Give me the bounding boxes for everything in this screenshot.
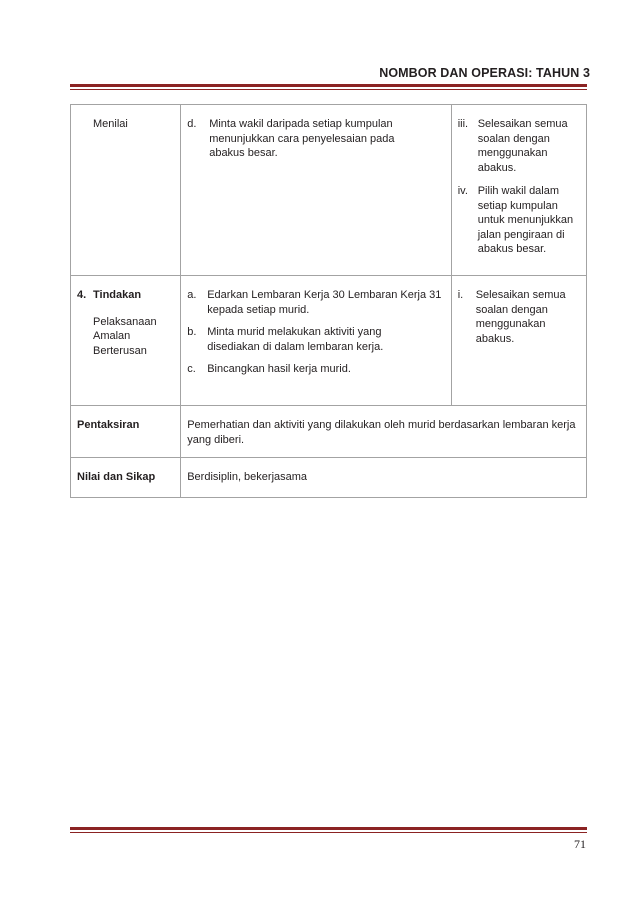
tindakan-sub-label: Pelaksanaan Amalan Berterusan: [93, 315, 157, 357]
list-text: Edarkan Lembaran Kerja 30 Lembaran Kerja 31 kepada setiap murid.: [207, 289, 442, 316]
tindakan-teacher-cell: [181, 276, 452, 406]
pentaksiran-label: Pentaksiran: [77, 419, 140, 431]
nilai-label-cell: [71, 458, 181, 498]
tindakan-label: Tindakan: [93, 289, 142, 301]
list-marker: b.: [187, 326, 197, 338]
list-text: Minta wakil daripada setiap kumpulan menunjukkan cara penyelesaian pada abakus besar.: [209, 118, 395, 159]
table-row-pentaksiran: [71, 406, 587, 458]
pentaksiran-text: Pemerhatian dan aktiviti yang dilakukan oleh murid berdasarkan lembaran kerja yang diberi.: [187, 419, 576, 446]
tindakan-pupil-cell: [451, 276, 586, 406]
menilai-label: Menilai: [93, 118, 128, 130]
tindakan-number: 4.: [77, 289, 87, 301]
header-rule-thick: [70, 84, 587, 87]
list-item: [452, 276, 586, 346]
footer-rule-thin: [70, 832, 587, 833]
pentaksiran-text-cell: [181, 406, 587, 458]
list-marker: iii.: [457, 118, 469, 130]
lesson-plan-table: [70, 104, 587, 498]
header-rule-thin: [70, 89, 587, 90]
table-row-nilai: [71, 458, 587, 498]
tindakan-heading: [71, 276, 180, 303]
list-marker: a.: [187, 289, 197, 301]
list-item: [181, 317, 451, 354]
list-marker: iv.: [457, 185, 468, 197]
list-text: Selesaikan semua soalan dengan menggunakan abakus.: [477, 118, 568, 174]
table-row-tindakan: [71, 276, 587, 406]
list-text: Bincangkan hasil kerja murid.: [207, 363, 351, 375]
nilai-text-cell: [181, 458, 587, 498]
nilai-text: Berdisiplin, bekerjasama: [187, 471, 308, 483]
pentaksiran-label-cell: [71, 406, 181, 458]
menilai-pupil-cell: [451, 105, 586, 276]
list-text: Pilih wakil dalam setiap kumpulan untuk menunjukkan jalan pengiraan di abakus besar.: [477, 185, 574, 255]
table-row-menilai: [71, 105, 587, 276]
footer-rule-thick: [70, 827, 587, 830]
page-header-title: NOMBOR DAN OPERASI: TAHUN 3: [379, 66, 590, 80]
page-number: 71: [574, 837, 586, 851]
list-marker: d.: [187, 118, 197, 130]
menilai-teacher-cell: [181, 105, 452, 276]
list-item: [452, 105, 586, 175]
nilai-label: Nilai dan Sikap: [77, 471, 156, 483]
list-item: [181, 276, 451, 317]
list-text: Minta murid melakukan aktiviti yang disediakan di dalam lembaran kerja.: [207, 326, 384, 353]
list-item: [181, 354, 451, 377]
list-item: [181, 105, 451, 161]
tindakan-label-cell: [71, 276, 181, 406]
menilai-label-cell: [71, 105, 181, 276]
list-text: Selesaikan semua soalan dengan menggunakan abakus.: [475, 289, 566, 345]
list-item: [452, 175, 586, 257]
list-marker: c.: [187, 363, 196, 375]
list-marker: i.: [457, 289, 464, 301]
